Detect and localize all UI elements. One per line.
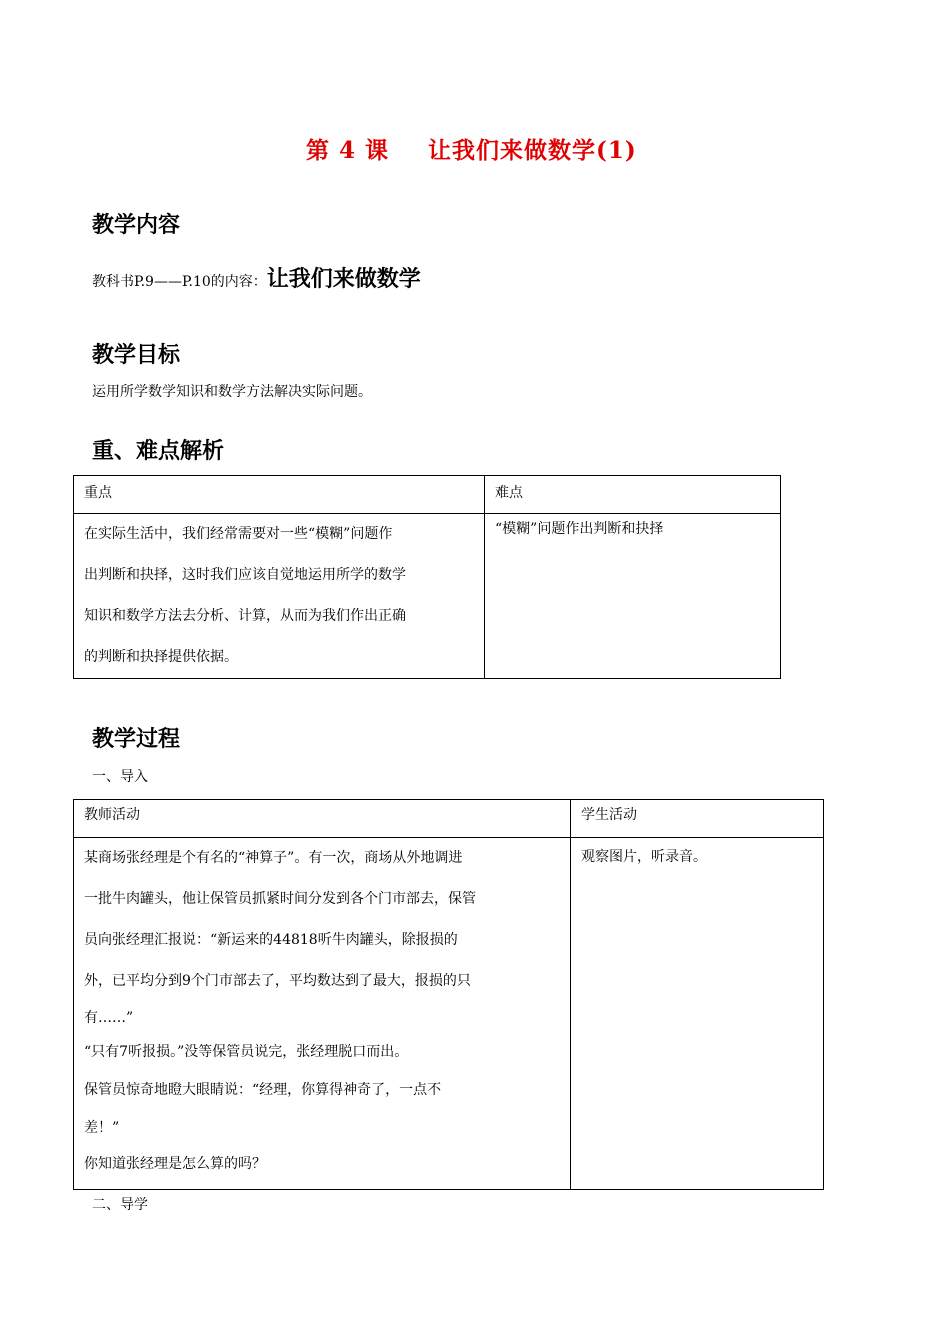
teacher-line: 某商场张经理是个有名的“神算子”。有一次，商场从外地调进	[84, 850, 463, 866]
key-focus-line: 在实际生活中，我们经常需要对一些“模糊”问题作	[84, 526, 393, 542]
intro-table	[73, 799, 824, 1190]
content-text-prefix: 教科书P.9——P.10的内容：	[92, 274, 267, 290]
key-difficulty-cell: “模糊”问题作出判断和抉择	[485, 514, 781, 679]
goal-heading: 教学目标	[92, 343, 181, 368]
key-focus-line: 知识和数学方法去分析、计算，从而为我们作出正确	[84, 608, 406, 624]
content-text	[92, 262, 421, 293]
content-heading: 教学内容	[92, 213, 181, 238]
process-heading: 教学过程	[92, 727, 181, 752]
teacher-line: “只有7听报损。”没等保管员说完，张经理脱口而出。	[84, 1044, 409, 1060]
teacher-line: 一批牛肉罐头，他让保管员抓紧时间分发到各个门市部去，保管	[84, 891, 476, 907]
next-section-label: 二、导学	[92, 1197, 148, 1213]
intro-header-student: 学生活动	[571, 800, 824, 838]
teacher-line: 差！”	[84, 1120, 120, 1136]
page-title: 让我们来做数学(1)	[428, 137, 637, 164]
teacher-line: 有……”	[84, 1010, 134, 1026]
intro-label: 一、导入	[92, 769, 148, 785]
intro-student-cell: 观察图片，听录音。	[571, 838, 824, 1190]
key-focus-line: 的判断和抉择提供依据。	[84, 649, 238, 665]
content-text-big: 让我们来做数学	[266, 267, 421, 292]
goal-text: 运用所学数学知识和数学方法解决实际问题。	[92, 384, 372, 400]
intro-teacher-cell	[74, 838, 571, 1190]
key-focus-line: 出判断和抉择，这时我们应该自觉地运用所学的数学	[84, 567, 406, 583]
teacher-line: 保管员惊奇地瞪大眼睛说：“经理，你算得神奇了，一点不	[84, 1082, 442, 1098]
key-focus-cell	[74, 514, 485, 679]
teacher-line: 外，已平均分到9个门市部去了，平均数达到了最大，报损的只	[84, 973, 471, 989]
key-table	[73, 475, 781, 679]
key-header-focus: 重点	[74, 476, 485, 514]
teacher-line: 你知道张经理是怎么算的吗？	[84, 1156, 266, 1172]
intro-header-teacher: 教师活动	[74, 800, 571, 838]
lesson-number: 第 4 课	[306, 137, 390, 164]
key-header-difficulty: 难点	[485, 476, 781, 514]
teacher-line: 员向张经理汇报说：“新运来的44818听牛肉罐头，除报损的	[84, 932, 458, 948]
key-heading: 重、难点解析	[92, 439, 225, 464]
